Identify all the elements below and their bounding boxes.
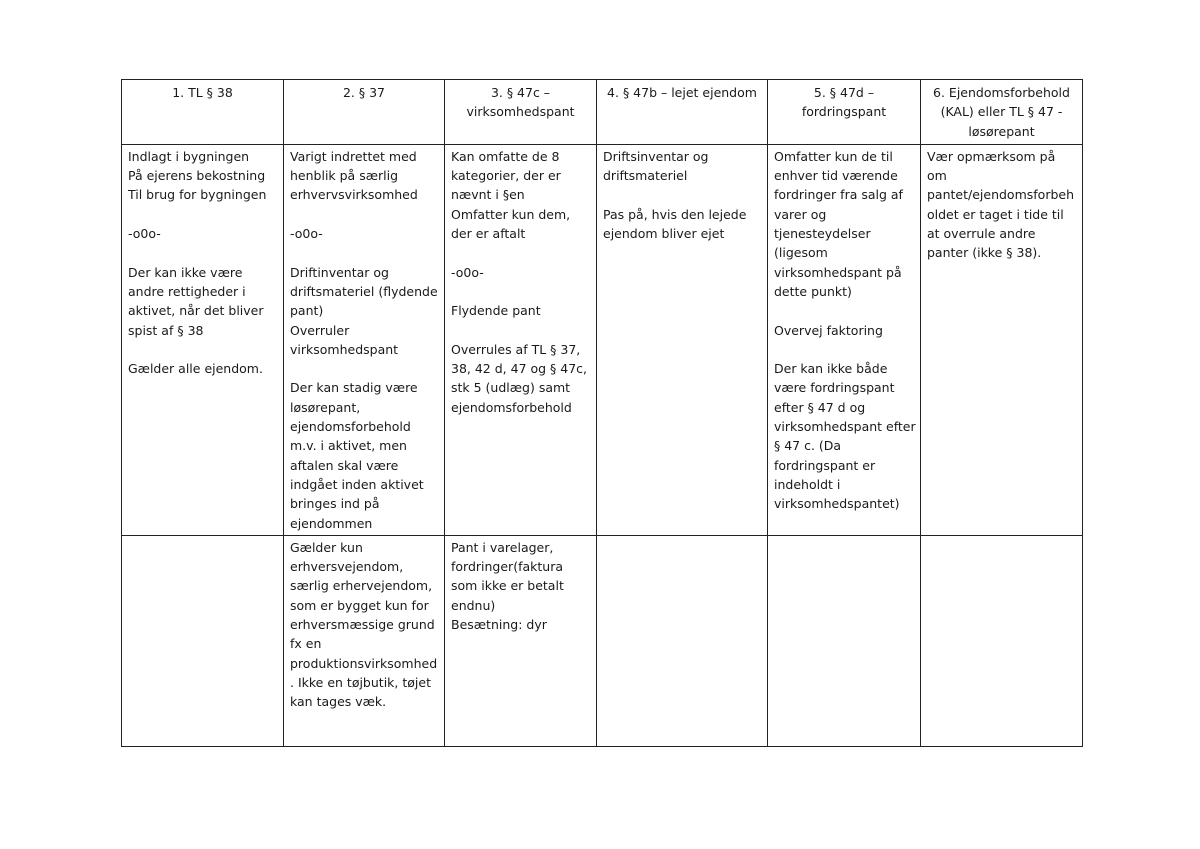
cell-paragraph: Pant i varelager, fordringer(faktura som ikke er betalt endnu) [451,539,568,613]
cell-paragraph: Vær opmærksom på om pantet/ejendomsforbeholdet er taget i tide til at overrule andre panter (ikke § 38). [927,148,1075,261]
cell-paragraph: Der kan ikke være andre rettigheder i aktivet, når det bliver spist af § 38 [128,264,268,338]
table-cell [921,535,1083,746]
cell-paragraph [603,185,763,204]
cell-paragraph: På ejerens bekostning [128,168,266,184]
header-cell: 3. § 47c – virksomhedspant [445,80,597,145]
header-cell: 5. § 47d – fordringspant [768,80,921,145]
cell-paragraph: -o0o- [290,226,323,242]
cell-paragraph [128,243,279,262]
cell-paragraph: Overrules af TL § 37, 38, 42 d, 47 og § 47c, stk 5 (udlæg) samt ejendomsforbehold [451,341,592,415]
table-row [122,144,1083,535]
cell-paragraph: Pas på, hvis den lejede ejendom bliver ejet [603,206,751,242]
header-row [122,80,1083,145]
table-cell [445,535,597,746]
cell-paragraph: Til brug for bygningen [128,187,267,203]
cell-paragraph: Gælder alle ejendom. [128,361,263,377]
cell-paragraph: Overvej faktoring [774,322,883,338]
cell-paragraph: Besætning: dyr [451,617,547,633]
table-cell [122,535,284,746]
cell-paragraph: Driftsinventar og driftsmateriel [603,148,713,184]
header-cell: 6. Ejendomsforbehold (KAL) eller TL § 47 - løsørepant [921,80,1083,145]
cell-paragraph [128,205,279,224]
cell-paragraph: -o0o- [128,226,161,242]
cell-paragraph: Omfatter kun de til enhver tid værende fordringer fra salg af varer og tjenesteydelser (ligesom virksomhedspant på dette punkt) [774,148,907,299]
table-cell [597,144,768,535]
table-cell [122,144,284,535]
cell-paragraph: Overruler virksomhedspant [290,322,399,357]
cell-paragraph: Kan omfatte de 8 kategorier, der er nævnt i §en [451,148,565,203]
cell-paragraph [290,243,440,262]
comparison-table [121,79,1083,747]
cell-paragraph: -o0o- [451,264,484,280]
cell-paragraph: Gælder kun erhversvejendom, særlig erhervejendom, som er bygget kun for erhversmæssige grund fx en produktionsvirksomhed. Ikke en tøjbutik, tøjet kan tages væk. [290,539,439,710]
table-cell [284,535,445,746]
cell-paragraph: Varigt indrettet med henblik på særlig erhvervsvirksomhed [290,148,421,203]
cell-paragraph: Der kan stadig være løsørepant, ejendomsforbehold m.v. i aktivet, men aftalen skal være indgået inden aktivet bringes ind på ejendommen [290,380,428,531]
table-cell [921,144,1083,535]
cell-paragraph [774,340,916,359]
table-cell [284,144,445,535]
cell-paragraph [290,359,440,378]
cell-paragraph: Driftinventar og driftsmateriel (flydende pant) [290,264,442,319]
cell-paragraph: Flydende pant [451,303,541,319]
cell-paragraph [451,243,592,262]
header-cell: 1. TL § 38 [122,80,284,145]
table-row [122,535,1083,746]
header-cell: 2. § 37 [284,80,445,145]
cell-paragraph [774,301,916,320]
table-cell [768,144,921,535]
cell-paragraph [128,340,279,359]
cell-paragraph: Indlagt i bygningen [128,148,250,164]
cell-paragraph [451,282,592,301]
table-cell [597,535,768,746]
table-cell [445,144,597,535]
cell-paragraph [290,205,440,224]
cell-paragraph [451,321,592,340]
cell-paragraph: Omfatter kun dem, der er aftalt [451,206,575,242]
header-cell: 4. § 47b – lejet ejendom [597,80,768,145]
table-cell [768,535,921,746]
cell-paragraph: Der kan ikke både være fordringspant efter § 47 d og virksomhedspant efter § 47 c. (Da fordringspant er indeholdt i virksomhedspantet) [774,361,920,512]
